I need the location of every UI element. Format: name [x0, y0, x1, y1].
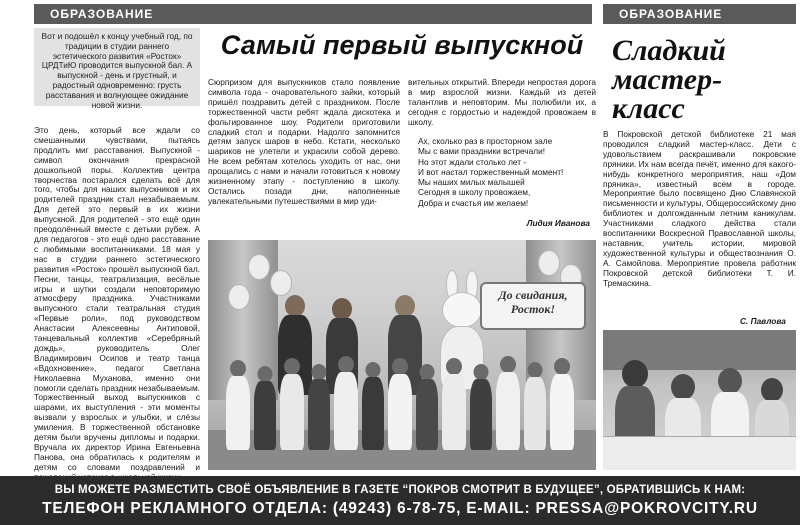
article-column-1: Это день, который все ждали со смешанными чувствами, пытаясь продлить миг расставания. Выпускной - символ окончания прекрасной дошкольной поры. Коллектив центра творчества постарался сделать всё для того, чтобы для наших выпускников и их родителей праздник стал незабываемым. Для детей это первый в их жизни выпускной. Для родителей - это ещё один преодолённый вместе с детьми рубеж. А для педагогов - это ещё одно расставание с любимыми воспитанниками. 18 мая у нас в студии раннего эстетического развития «Росток» прошёл выпускной бал. Песни, танцы, театрализация, весёлые игры и шутки создали неповторимую атмосферу праздника. Участниками выпускного стали театральная студия «Первые роли», под руководством Анастасии Алексеевны Антиповой, танцевальный коллектив «Серебряный дождь», руководитель Олег Владимирович Осипов и театр танца «Вдохновение», педагог Светлана Николаевна Муханова, именно они помогли сделать праздник незабываемым. Торжественный выход выпускников с шарами, их выступления - эти моменты вызвали у взрослых и улыбки, и слёзы умиления. В торжественной обстановке детям были вручены дипломы и подарки. Вручала их директор Ирина Евгеньевна Панова, она обратилась к родителям и детям со словами поздравлений и	[34, 125, 200, 472]
advertising-footer	[0, 476, 800, 525]
footer-line-1: ВЫ МОЖЕТЕ РАЗМЕСТИТЬ СВОЁ ОБЪЯВЛЕНИЕ В ГАЗЕТЕ “ПОКРОВ СМОТРИТ В БУДУЩЕЕ”, ОБРАТИВШИСЬ К НАМ:	[54, 484, 746, 496]
balloon	[248, 254, 270, 280]
article-headline: Самый первый выпускной	[220, 30, 584, 60]
master-class-photo	[603, 330, 796, 470]
article-author: Лидия Иванова	[526, 218, 590, 228]
child-figure	[280, 358, 304, 450]
side-headline-line: мастер-	[612, 63, 723, 96]
article-lead: Вот и подошёл к концу учебный год, по традиции в студии раннего эстетического развития «Росток» ЦРДТиЮ проводится выпускной бал. А выпускной - день и грустный, и радостный одновременно: грусть расставания и волнующее ожидание новой жизни.	[34, 28, 200, 106]
side-article-body: В Покровской детской библиотеке 21 мая проводился сладкий мастер-класс. Дети с удовольствием раскрашивали покровские пряники. Их нам всегда печёт, именно для какого-нибудь конкретного мероприятия, наш «Дом пряника», известный всем в городе. Мероприятие было посвящено Дню Славянской письменности и культуры, Общероссийскому дню библиотек и долгожданным летним каникулам. Участниками сладкого действа стали воспитанники Воскресной Православной школы, наставник, учитель истории, мировой художественной культуры и обществознания О. А. Самойлова. Мероприятие провела работник Покровской детской библиотеки Т. И. Тремаскина.	[603, 129, 796, 288]
poem-line: Мы с вами праздники встречали!	[418, 146, 546, 157]
child-figure	[254, 366, 276, 450]
side-headline-line: класс	[612, 92, 685, 125]
side-article-headline	[612, 36, 796, 123]
child-figure	[334, 356, 358, 450]
child-figure	[308, 364, 330, 450]
child-figure	[496, 356, 520, 450]
child-figure	[388, 358, 412, 450]
poem-line: Мы наших милых малышей	[418, 177, 525, 188]
balloon	[270, 270, 292, 296]
balloon	[228, 284, 250, 310]
article-column-3: вительных открытий. Впереди непростая дорога в мир взрослой жизни. Каждый из детей талантлив и неповторим. Мы полюбили их, а сегодня с гордостью и надеждой провожаем в школу.	[408, 77, 596, 127]
side-headline-line: Сладкий	[612, 34, 726, 67]
child-figure	[362, 362, 384, 450]
table-surface	[603, 436, 796, 470]
child-figure	[226, 360, 250, 450]
balloon	[538, 250, 560, 276]
poem-line: Добра и счастья им желаем!	[418, 197, 529, 208]
photo-banner: До свидания, Росток!	[480, 282, 586, 330]
poem-line: Ах, сколько раз в просторном зале	[418, 136, 553, 146]
footer-line-2: ТЕЛЕФОН РЕКЛАМНОГО ОТДЕЛА: (49243) 6-78-75, E-MAIL: PRESSA@POKROVCITY.RU	[42, 500, 758, 517]
article-column-2: Сюрпризом для выпускников стало появление символа года - очаровательного зайки, который пришёл поздравить детей с праздником. После торжественной части ребят ждала дискотека и фольгированное шоу. Родители приготовили сладкий стол и подарки. Надолго запомнится детям запуск шаров в небо. Кстати, несколько шариков не улетели и украсили собой дерево. Не всем ребятам хотелось уходить от нас, они прощались с нами и начали готовиться к новому жизненному этапу - поступлению в школу. Остались позади дни, наполненные увлекательными путешествиями в мир уди-	[208, 77, 400, 206]
poem-line: Но этот ждали столько лет -	[418, 156, 527, 167]
child-figure	[524, 362, 546, 450]
child-figure	[416, 364, 438, 450]
graduation-photo	[208, 240, 596, 470]
child-figure	[442, 358, 466, 450]
poem	[418, 136, 596, 208]
section-tag-education-left: ОБРАЗОВАНИЕ	[34, 4, 592, 24]
poem-line: Сегодня в школу провожаем,	[418, 187, 531, 198]
child-figure	[470, 364, 492, 450]
poem-line: И вот настал торжественный момент!	[418, 166, 564, 177]
section-tag-education-right: ОБРАЗОВАНИЕ	[603, 4, 796, 24]
child-figure	[550, 358, 574, 450]
side-article-author: С. Павлова	[740, 316, 786, 326]
